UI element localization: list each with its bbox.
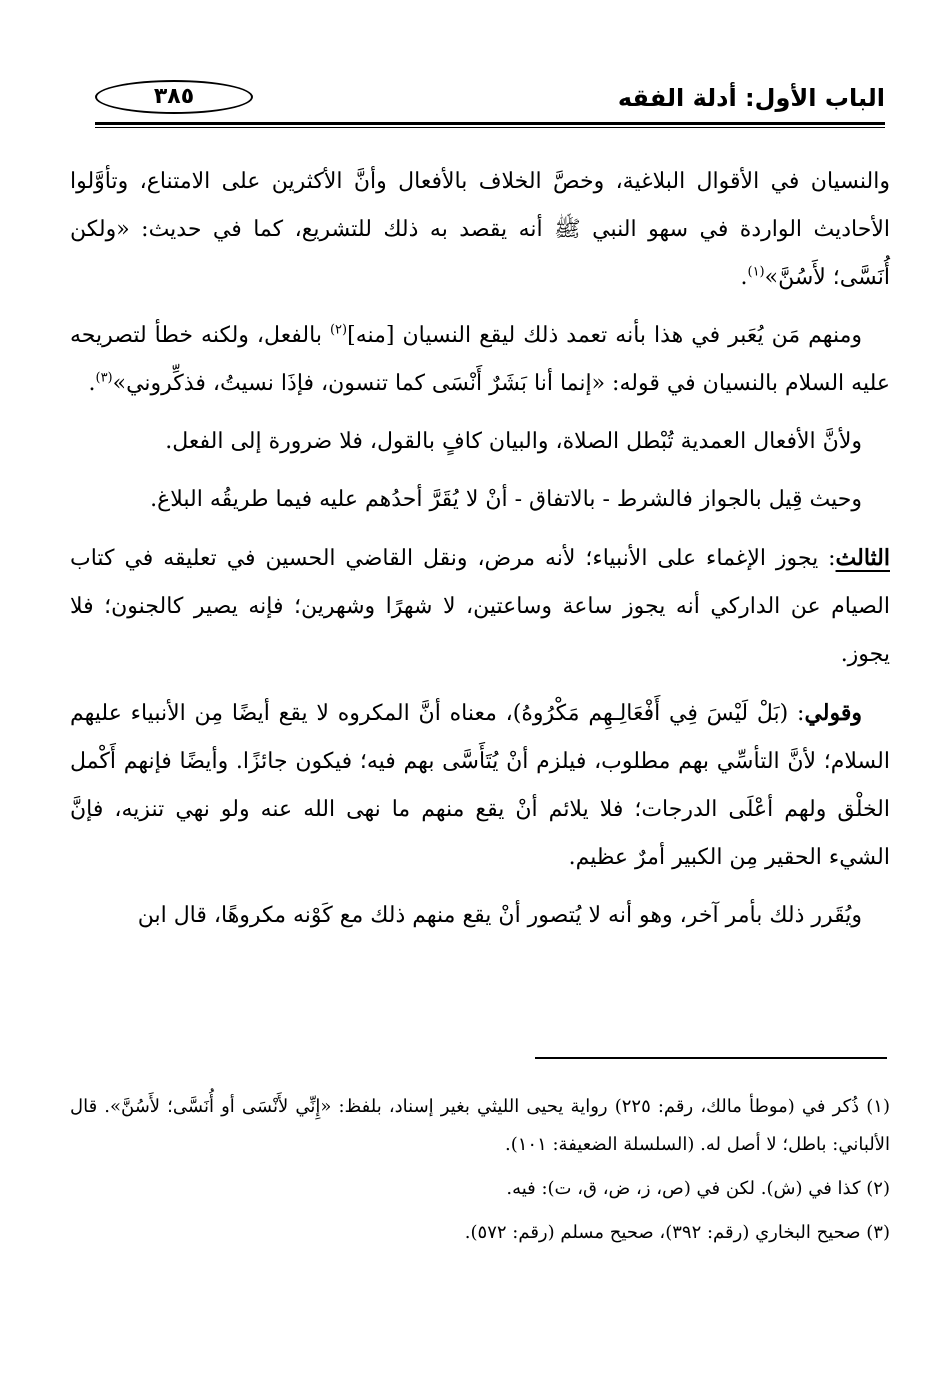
paragraph-tail: . xyxy=(88,371,96,396)
footnote-3: (٣) صحيح البخاري (رقم: ٣٩٢)، صحيح مسلم (رقم: ٥٧٢). xyxy=(464,1222,890,1243)
section-lead-my-saying: وقولي xyxy=(804,700,862,726)
page-number: ٣٨٥ xyxy=(95,80,253,114)
footnote-ref-1[interactable]: (١) xyxy=(747,264,765,280)
paragraph-4: وحيث قِيل بالجواز فالشرط - بالاتفاق - أنْ لا يُقَرَّ أحدُهم عليه فيما طريقُه البلاغ. xyxy=(150,487,862,512)
chapter-title: الباب الأول: أدلة الفقه xyxy=(617,84,885,112)
paragraph-7: ويُقَرر ذلك بأمر آخر، وهو أنه لا يُتصور أنْ يقع منهم ذلك مع كَوْنه مكروهًا، قال ابن xyxy=(137,903,862,928)
paragraph-tail: . xyxy=(740,265,748,290)
paragraph-text: : (بَلْ لَيْسَ فِي أَفْعَالِـهِم مَكْرُوهُ)، معناه أنَّ المكروه لا يقع أيضًا مِن الأنبياء عليهم السلام؛ لأنَّ التأسِّي بهم مطلوب، فيلزم أنْ يُتَأَسَّى بهم فيه؛ فيكون جائزًا. وأيضًا فإنهم أَكْمل الخلْق ولهم أعْلَى الدرجات؛ فلا يلائم أنْ يقع منهم ما نهى الله عنه ولو نهي تنزيه، فإنَّ الشيء الحقير مِن الكبير أمرٌ عظيم. xyxy=(70,701,890,870)
paragraph-6 xyxy=(70,689,890,882)
body-text xyxy=(70,158,890,950)
paragraph-2 xyxy=(70,312,890,408)
footnote-2: (٢) كذا في (ش). لكن في (ص، ز، ض، ق، ت): فيه. xyxy=(506,1178,890,1199)
paragraph-text: : يجوز الإغماء على الأنبياء؛ لأنه مرض، ونقل القاضي الحسين في تعليقه في كتاب الصيام عن الداركي أنه يجوز ساعة وساعتين، لا شهرًا وشهرين؛ فإنه يصير كالجنون؛ فلا يجوز. xyxy=(70,546,890,667)
paragraph-text: والنسيان في الأقوال البلاغية، وخصَّ الخلاف بالأفعال وأنَّ الأكثرين على الامتناع، وتأوَّلوا الأحاديث الواردة في سهو النبي ﷺ أنه يقصد به ذلك للتشريع، كما في حديث: «ولكن أُنَسَّى؛ لأَسُنَّ» xyxy=(70,169,890,290)
footnotes xyxy=(70,1088,890,1258)
page-header xyxy=(95,80,885,135)
paragraph-3: ولأنَّ الأفعال العمدية تُبْطل الصلاة، والبيان كافٍ بالقول، فلا ضرورة إلى الفعل. xyxy=(165,429,862,454)
paragraph-1 xyxy=(70,158,890,302)
section-lead-third: الثالث xyxy=(835,545,890,571)
header-rule xyxy=(95,122,885,128)
footnote-ref-2[interactable]: (٢) xyxy=(329,322,348,338)
footnote-separator xyxy=(535,1057,887,1059)
footnote-ref-3[interactable]: (٣) xyxy=(95,370,113,386)
paragraph-text: ومنهم مَن يُعَبر في هذا بأنه تعمد ذلك ليقع النسيان [منه] xyxy=(347,323,862,348)
paragraph-5 xyxy=(70,534,890,679)
footnote-1: (١) ذُكر في (موطأ مالك، رقم: ٢٢٥) رواية يحيى الليثي بغير إسناد، بلفظ: «إِنِّي لأَنْسَى أو أُنَسَّى؛ لأَسُنَّ». قال الألباني: باطل؛ لا أصل له. (السلسلة الضعيفة: ١٠١). xyxy=(70,1096,890,1155)
paragraph-text: بالفعل، ولكنه خطأ لتصريحه عليه السلام بالنسيان في قوله: «إنما أنا بَشَرٌ أَنْسَى كما تنسون، فإذَا نسيتُ، فذكِّروني» xyxy=(70,323,890,396)
